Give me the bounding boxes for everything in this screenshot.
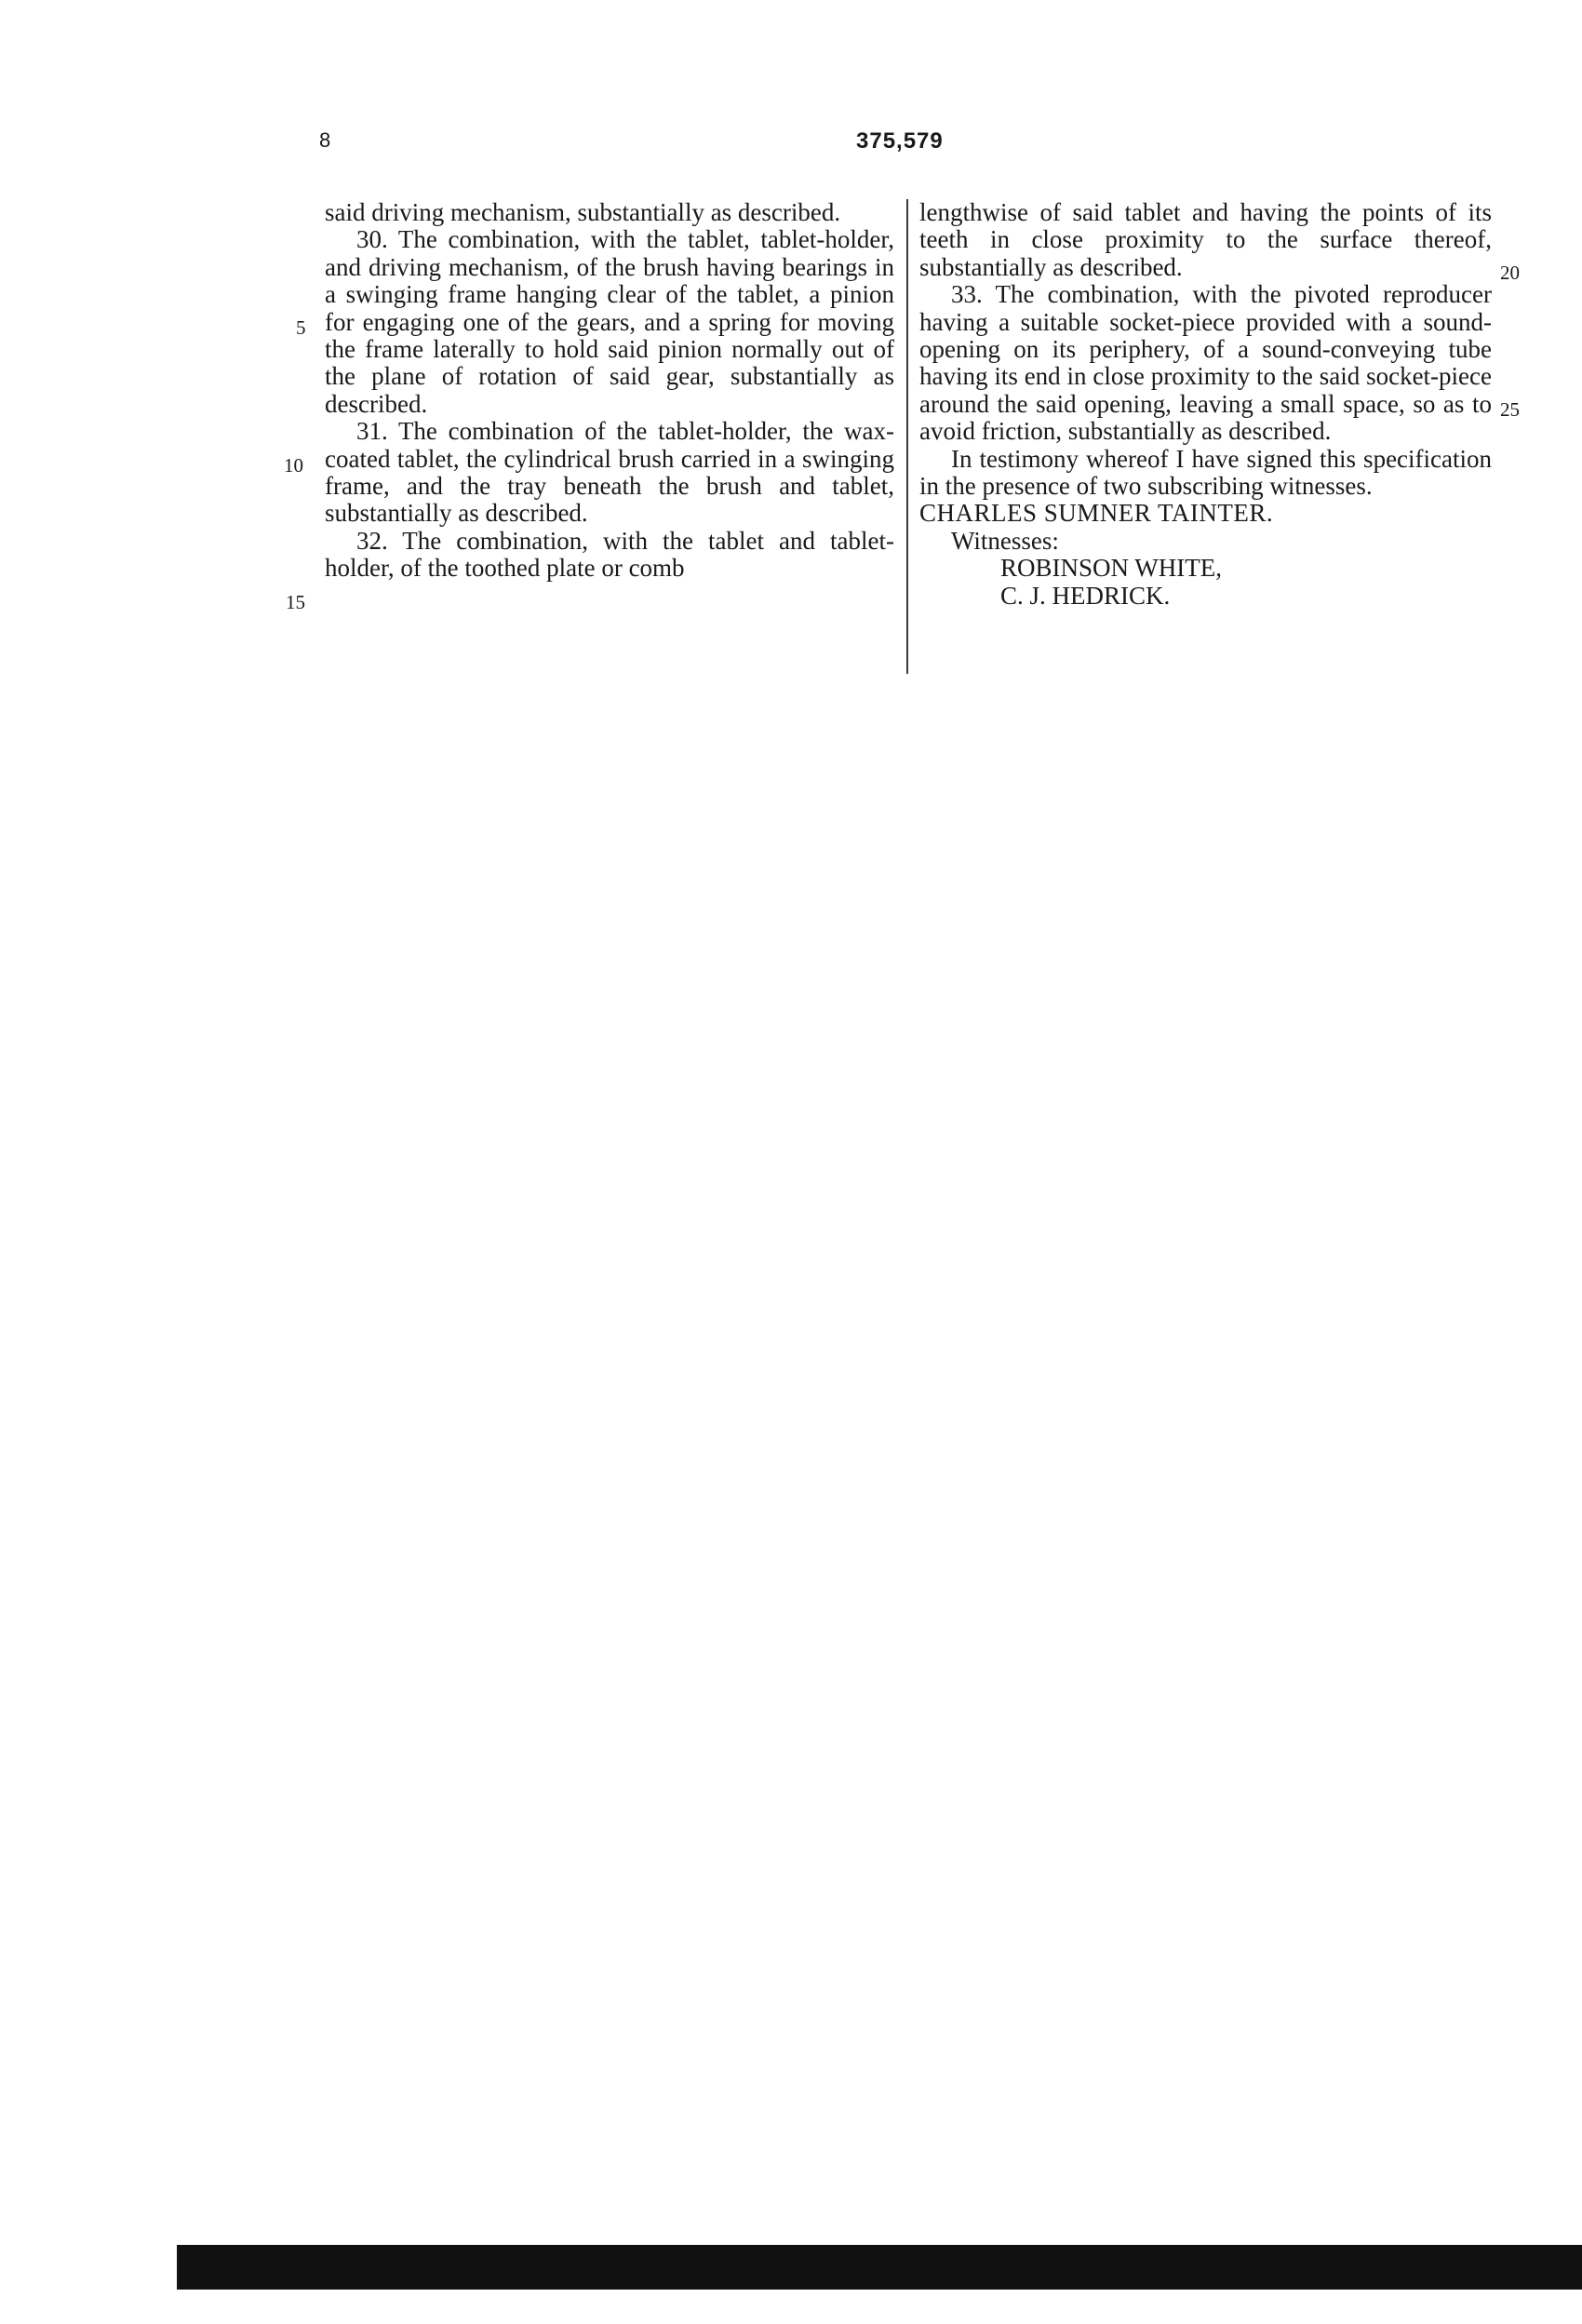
left-paragraph-claim-32: 32. The combination, with the tablet and tablet-holder, of the toothed plate or comb <box>325 526 894 583</box>
line-number-5: 5 <box>296 316 306 339</box>
witnesses-label: Witnesses: <box>951 526 1059 555</box>
line-number-15: 15 <box>286 591 305 613</box>
right-column <box>919 199 1492 610</box>
right-paragraph-testimony: In testimony whereof I have signed this specification in the presence of two subscribing witnesses. <box>919 444 1492 501</box>
line-number-25: 25 <box>1500 398 1520 421</box>
line-number-20: 20 <box>1500 262 1520 284</box>
witness-2: C. J. HEDRICK. <box>1000 581 1171 610</box>
inventor-signature: CHARLES SUMNER TAINTER. <box>919 499 1274 528</box>
page-number: 8 <box>319 128 331 152</box>
left-paragraph-1: said driving mechanism, substantially as described. <box>325 198 841 226</box>
left-paragraph-claim-30: 30. The combination, with the tablet, tablet-holder, and driving mechanism, of the brush having bearings in a swinging frame hanging clear of the tablet, a pinion for engaging one of the gears, and a spring for moving the frame laterally to hold said pinion normally out of the plane of rotation of said gear, substantially as described. <box>325 225 894 418</box>
left-column <box>325 199 894 583</box>
left-paragraph-claim-31: 31. The combination of the tablet-holder, the wax-coated tablet, the cylindrical brush carried in a swinging frame, and the tray beneath the brush and tablet, substantially as described. <box>325 417 894 528</box>
right-paragraph-1: lengthwise of said tablet and having the points of its teeth in close proximity to the surface thereof, substantially as described. <box>919 198 1492 281</box>
patent-number: 375,579 <box>856 128 944 154</box>
right-paragraph-claim-33: 33. The combination, with the pivoted reproducer having a suitable socket-piece provided with a sound-opening on its periphery, of a sound-conveying tube having its end in close proximity to the said socket-piece around the said opening, leaving a small space, so as to avoid friction, substantially as described. <box>919 280 1492 446</box>
column-divider <box>906 199 908 674</box>
line-number-10: 10 <box>284 454 303 477</box>
scan-footer-bar <box>177 2245 1582 2290</box>
witness-1: ROBINSON WHITE, <box>1000 554 1222 583</box>
